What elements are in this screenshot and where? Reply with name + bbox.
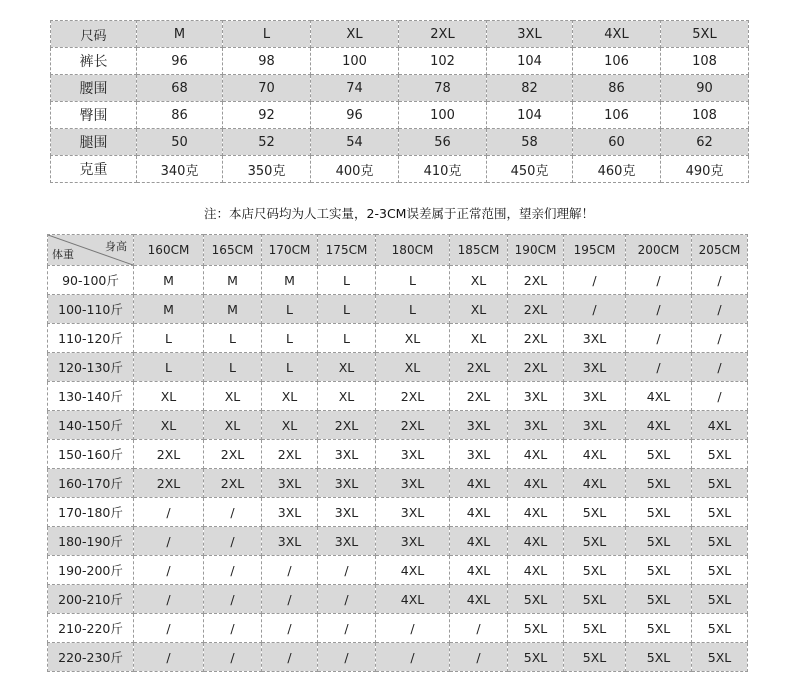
size-recommendation-cell: 3XL xyxy=(262,469,318,498)
size-recommendation-cell: 3XL xyxy=(376,440,450,469)
size-recommendation-cell: 2XL xyxy=(508,295,564,324)
size-cell: 104 xyxy=(487,102,573,129)
size-recommendation-cell: L xyxy=(318,266,376,295)
size-recommendation-cell: 5XL xyxy=(508,614,564,643)
size-recommendation-cell: XL xyxy=(450,295,508,324)
size-cell: 106 xyxy=(573,102,661,129)
size-recommendation-cell: / xyxy=(204,614,262,643)
size-recommendation-cell: / xyxy=(134,614,204,643)
size-recommendation-cell: / xyxy=(262,556,318,585)
size-recommendation-cell: 2XL xyxy=(450,353,508,382)
size-row-label: 臀围 xyxy=(51,102,137,129)
size-recommendation-cell: 2XL xyxy=(376,411,450,440)
size-header-cell: 3XL xyxy=(487,21,573,48)
size-recommendation-cell: / xyxy=(692,295,748,324)
size-recommendation-cell: / xyxy=(134,556,204,585)
weight-row xyxy=(48,643,748,672)
size-recommendation-cell: / xyxy=(262,614,318,643)
size-recommendation-cell: L xyxy=(262,353,318,382)
weight-label: 160-170斤 xyxy=(48,469,134,498)
size-recommendation-cell: 4XL xyxy=(508,527,564,556)
size-cell: 62 xyxy=(661,129,749,156)
size-recommendation-cell: / xyxy=(692,353,748,382)
size-recommendation-cell: XL xyxy=(450,324,508,353)
weight-label: 200-210斤 xyxy=(48,585,134,614)
size-recommendation-cell: 2XL xyxy=(376,382,450,411)
size-cell: 400克 xyxy=(311,156,399,183)
weight-row xyxy=(48,498,748,527)
height-header-cell: 165CM xyxy=(204,235,262,266)
weight-label: 110-120斤 xyxy=(48,324,134,353)
size-recommendation-cell: 4XL xyxy=(450,469,508,498)
size-recommendation-cell: 3XL xyxy=(262,498,318,527)
size-cell: 86 xyxy=(573,75,661,102)
size-recommendation-cell: 4XL xyxy=(376,585,450,614)
weight-row xyxy=(48,266,748,295)
size-recommendation-cell: 4XL xyxy=(692,411,748,440)
size-recommendation-cell: / xyxy=(626,353,692,382)
size-cell: 350克 xyxy=(223,156,311,183)
weight-row xyxy=(48,324,748,353)
size-recommendation-cell: 5XL xyxy=(692,498,748,527)
measurement-note: 注：本店尺码均为人工实量，2-3CM误差属于正常范围，望亲们理解！ xyxy=(204,206,594,221)
height-header-cell: 170CM xyxy=(262,235,318,266)
size-recommendation-cell: L xyxy=(318,295,376,324)
corner-height-label: 身高 xyxy=(105,240,127,253)
weight-label: 180-190斤 xyxy=(48,527,134,556)
size-recommendation-cell: 3XL xyxy=(376,527,450,556)
size-recommendation-cell: / xyxy=(204,498,262,527)
size-recommendation-cell: XL xyxy=(262,382,318,411)
size-recommendation-cell: L xyxy=(134,324,204,353)
size-recommendation-cell: 3XL xyxy=(450,440,508,469)
size-recommendation-cell: L xyxy=(376,295,450,324)
size-header-label: 尺码 xyxy=(51,21,137,48)
size-recommendation-cell: / xyxy=(134,585,204,614)
size-recommendation-cell: L xyxy=(204,353,262,382)
weight-row xyxy=(48,585,748,614)
height-header-cell: 175CM xyxy=(318,235,376,266)
size-recommendation-cell: M xyxy=(204,266,262,295)
size-recommendation-cell: L xyxy=(318,324,376,353)
size-recommendation-cell: L xyxy=(262,324,318,353)
size-cell: 340克 xyxy=(137,156,223,183)
size-cell: 100 xyxy=(399,102,487,129)
size-recommendation-cell: 4XL xyxy=(508,469,564,498)
size-header-cell: 2XL xyxy=(399,21,487,48)
size-cell: 56 xyxy=(399,129,487,156)
size-cell: 90 xyxy=(661,75,749,102)
size-cell: 58 xyxy=(487,129,573,156)
size-cell: 54 xyxy=(311,129,399,156)
size-recommendation-cell: 5XL xyxy=(692,643,748,672)
size-recommendation-cell: 3XL xyxy=(564,411,626,440)
size-recommendation-cell: 4XL xyxy=(564,440,626,469)
size-recommendation-cell: / xyxy=(204,585,262,614)
weight-row xyxy=(48,382,748,411)
size-recommendation-cell: 5XL xyxy=(692,440,748,469)
size-recommendation-cell: 3XL xyxy=(564,324,626,353)
size-recommendation-cell: XL xyxy=(376,353,450,382)
size-recommendation-cell: 4XL xyxy=(450,585,508,614)
size-recommendation-cell: 5XL xyxy=(564,585,626,614)
size-recommendation-cell: 4XL xyxy=(626,411,692,440)
size-header-cell: 4XL xyxy=(573,21,661,48)
size-recommendation-cell: L xyxy=(262,295,318,324)
size-recommendation-cell: / xyxy=(626,295,692,324)
size-recommendation-cell: / xyxy=(134,527,204,556)
size-cell: 92 xyxy=(223,102,311,129)
size-recommendation-cell: M xyxy=(134,295,204,324)
size-recommendation-cell: 2XL xyxy=(508,353,564,382)
size-header-cell: M xyxy=(137,21,223,48)
size-recommendation-cell: / xyxy=(318,643,376,672)
size-row-label: 克重 xyxy=(51,156,137,183)
size-cell: 100 xyxy=(311,48,399,75)
size-recommendation-cell: M xyxy=(134,266,204,295)
size-cell: 410克 xyxy=(399,156,487,183)
size-cell: 82 xyxy=(487,75,573,102)
size-recommendation-cell: XL xyxy=(204,382,262,411)
size-recommendation-cell: / xyxy=(692,382,748,411)
size-recommendation-cell: 3XL xyxy=(318,498,376,527)
size-cell: 96 xyxy=(311,102,399,129)
size-header-cell: L xyxy=(223,21,311,48)
size-recommendation-cell: 5XL xyxy=(626,498,692,527)
size-recommendation-cell: 4XL xyxy=(450,498,508,527)
size-recommendation-cell: 3XL xyxy=(564,382,626,411)
size-recommendation-cell: 5XL xyxy=(692,556,748,585)
size-cell: 450克 xyxy=(487,156,573,183)
size-recommendation-cell: 4XL xyxy=(564,469,626,498)
size-recommendation-cell: 5XL xyxy=(692,614,748,643)
size-recommendation-cell: 2XL xyxy=(318,411,376,440)
size-recommendation-cell: 5XL xyxy=(626,585,692,614)
size-recommendation-cell: M xyxy=(262,266,318,295)
size-recommendation-cell: 5XL xyxy=(692,527,748,556)
size-recommendation-cell: / xyxy=(376,643,450,672)
size-cell: 96 xyxy=(137,48,223,75)
size-row-label: 腰围 xyxy=(51,75,137,102)
size-header-cell: 5XL xyxy=(661,21,749,48)
size-recommendation-cell: XL xyxy=(134,411,204,440)
size-recommendation-cell: 5XL xyxy=(626,527,692,556)
size-cell: 460克 xyxy=(573,156,661,183)
size-recommendation-cell: / xyxy=(376,614,450,643)
size-cell: 98 xyxy=(223,48,311,75)
size-recommendation-cell: 5XL xyxy=(626,614,692,643)
size-recommendation-cell: 3XL xyxy=(508,411,564,440)
size-cell: 108 xyxy=(661,48,749,75)
size-cell: 50 xyxy=(137,129,223,156)
size-recommendation-cell: / xyxy=(204,527,262,556)
size-recommendation-cell: XL xyxy=(204,411,262,440)
size-recommendation-cell: 2XL xyxy=(204,469,262,498)
size-cell: 68 xyxy=(137,75,223,102)
size-cell: 108 xyxy=(661,102,749,129)
size-recommendation-cell: 3XL xyxy=(262,527,318,556)
height-header-cell: 190CM xyxy=(508,235,564,266)
size-recommendation-cell: / xyxy=(692,324,748,353)
size-recommendation-cell: / xyxy=(450,614,508,643)
size-recommendation-cell: 5XL xyxy=(626,643,692,672)
height-header-row xyxy=(48,235,748,266)
height-header-cell: 200CM xyxy=(626,235,692,266)
size-recommendation-cell: 5XL xyxy=(564,614,626,643)
size-table xyxy=(50,20,749,183)
weight-row xyxy=(48,527,748,556)
height-header-cell: 185CM xyxy=(450,235,508,266)
weight-label: 130-140斤 xyxy=(48,382,134,411)
size-recommendation-cell: XL xyxy=(318,353,376,382)
size-recommendation-cell: 5XL xyxy=(508,585,564,614)
size-recommendation-cell: 5XL xyxy=(508,643,564,672)
size-recommendation-cell: 5XL xyxy=(692,469,748,498)
size-cell: 106 xyxy=(573,48,661,75)
size-recommendation-cell: 3XL xyxy=(508,382,564,411)
size-row xyxy=(51,102,749,129)
weight-row xyxy=(48,353,748,382)
size-recommendation-cell: 5XL xyxy=(564,498,626,527)
size-cell: 60 xyxy=(573,129,661,156)
size-recommendation-cell: / xyxy=(626,266,692,295)
size-recommendation-cell: 2XL xyxy=(508,266,564,295)
size-recommendation-cell: 4XL xyxy=(508,498,564,527)
weight-row xyxy=(48,411,748,440)
size-recommendation-cell: 4XL xyxy=(626,382,692,411)
size-recommendation-cell: XL xyxy=(376,324,450,353)
size-recommendation-cell: 5XL xyxy=(692,585,748,614)
weight-label: 120-130斤 xyxy=(48,353,134,382)
size-recommendation-cell: 3XL xyxy=(450,411,508,440)
size-recommendation-cell: / xyxy=(134,498,204,527)
size-recommendation-cell: XL xyxy=(318,382,376,411)
size-header-cell: XL xyxy=(311,21,399,48)
size-recommendation-cell: / xyxy=(204,556,262,585)
size-recommendation-cell: / xyxy=(626,324,692,353)
size-recommendation-cell: / xyxy=(262,585,318,614)
size-recommendation-cell: 4XL xyxy=(508,440,564,469)
size-recommendation-cell: 5XL xyxy=(564,643,626,672)
size-cell: 104 xyxy=(487,48,573,75)
size-cell: 102 xyxy=(399,48,487,75)
size-cell: 52 xyxy=(223,129,311,156)
weight-row xyxy=(48,469,748,498)
weight-label: 100-110斤 xyxy=(48,295,134,324)
size-cell: 70 xyxy=(223,75,311,102)
weight-row xyxy=(48,556,748,585)
weight-label: 170-180斤 xyxy=(48,498,134,527)
corner-cell xyxy=(48,235,134,266)
size-recommendation-cell: / xyxy=(564,295,626,324)
corner-weight-label: 体重 xyxy=(52,248,74,261)
size-recommendation-cell: 3XL xyxy=(564,353,626,382)
size-recommendation-cell: 4XL xyxy=(376,556,450,585)
size-recommendation-cell: 3XL xyxy=(376,498,450,527)
size-row xyxy=(51,48,749,75)
size-recommendation-cell: XL xyxy=(450,266,508,295)
size-row-label: 腿围 xyxy=(51,129,137,156)
size-row xyxy=(51,156,749,183)
size-recommendation-cell: XL xyxy=(262,411,318,440)
weight-label: 190-200斤 xyxy=(48,556,134,585)
weight-label: 90-100斤 xyxy=(48,266,134,295)
weight-label: 140-150斤 xyxy=(48,411,134,440)
size-cell: 78 xyxy=(399,75,487,102)
size-recommendation-cell: 4XL xyxy=(508,556,564,585)
size-recommendation-cell: 4XL xyxy=(450,556,508,585)
weight-row xyxy=(48,295,748,324)
size-recommendation-cell: L xyxy=(134,353,204,382)
size-recommendation-cell: 5XL xyxy=(626,556,692,585)
weight-label: 210-220斤 xyxy=(48,614,134,643)
size-recommendation-cell: 2XL xyxy=(134,469,204,498)
size-recommendation-cell: 2XL xyxy=(508,324,564,353)
height-header-cell: 160CM xyxy=(134,235,204,266)
size-recommendation-table xyxy=(47,234,748,672)
size-recommendation-cell: 2XL xyxy=(450,382,508,411)
size-recommendation-cell: / xyxy=(692,266,748,295)
size-recommendation-cell: 5XL xyxy=(626,469,692,498)
size-recommendation-cell: 5XL xyxy=(626,440,692,469)
weight-label: 220-230斤 xyxy=(48,643,134,672)
weight-row xyxy=(48,614,748,643)
size-cell: 74 xyxy=(311,75,399,102)
size-recommendation-cell: 3XL xyxy=(318,527,376,556)
size-recommendation-cell: 5XL xyxy=(564,527,626,556)
size-recommendation-cell: L xyxy=(204,324,262,353)
size-recommendation-cell: / xyxy=(318,614,376,643)
size-recommendation-cell: / xyxy=(262,643,318,672)
size-recommendation-cell: XL xyxy=(134,382,204,411)
size-recommendation-cell: 3XL xyxy=(318,469,376,498)
size-recommendation-cell: / xyxy=(318,556,376,585)
size-recommendation-cell: 5XL xyxy=(564,556,626,585)
size-cell: 490克 xyxy=(661,156,749,183)
size-row-label: 裤长 xyxy=(51,48,137,75)
size-recommendation-cell: 4XL xyxy=(450,527,508,556)
size-recommendation-cell: L xyxy=(376,266,450,295)
height-header-cell: 195CM xyxy=(564,235,626,266)
size-recommendation-cell: 2XL xyxy=(134,440,204,469)
size-recommendation-cell: / xyxy=(134,643,204,672)
weight-row xyxy=(48,440,748,469)
size-row xyxy=(51,129,749,156)
size-recommendation-cell: / xyxy=(564,266,626,295)
size-recommendation-cell: 3XL xyxy=(376,469,450,498)
size-recommendation-cell: 3XL xyxy=(318,440,376,469)
size-header-row xyxy=(51,21,749,48)
size-recommendation-cell: / xyxy=(204,643,262,672)
size-cell: 86 xyxy=(137,102,223,129)
size-recommendation-cell: / xyxy=(450,643,508,672)
size-recommendation-cell: 2XL xyxy=(204,440,262,469)
height-header-cell: 205CM xyxy=(692,235,748,266)
size-recommendation-cell: / xyxy=(318,585,376,614)
size-recommendation-cell: 2XL xyxy=(262,440,318,469)
size-row xyxy=(51,75,749,102)
height-header-cell: 180CM xyxy=(376,235,450,266)
size-recommendation-cell: M xyxy=(204,295,262,324)
weight-label: 150-160斤 xyxy=(48,440,134,469)
